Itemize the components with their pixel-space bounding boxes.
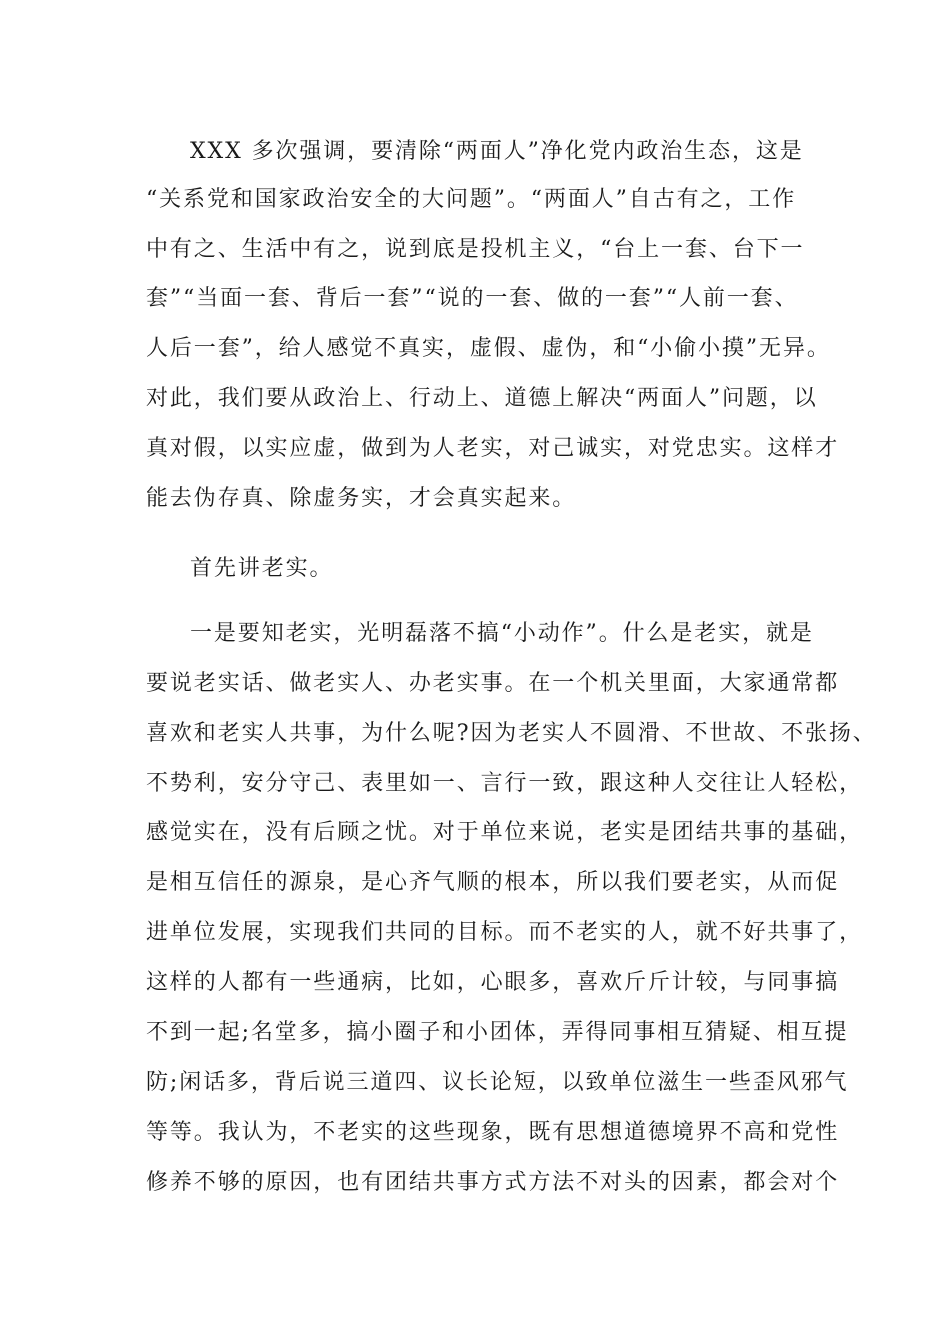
paragraph-3-line-9: 不到一起;名堂多，搞小圈子和小团体，弄得同事相互猜疑、相互提 <box>146 1020 849 1045</box>
paragraph-3-line-12: 修养不够的原因，也有团结共事方式方法不对头的因素，都会对个 <box>146 1170 840 1195</box>
paragraph-1-line-5: 人后一套”，给人感觉不真实，虚假、虚伪，和“小偷小摸”无异。 <box>146 336 831 361</box>
paragraph-3-line-10: 防;闲话多，背后说三道四、议长论短，以致单位滋生一些歪风邪气 <box>146 1070 849 1095</box>
paragraph-3-line-7: 进单位发展，实现我们共同的目标。而不老实的人，就不好共事了， <box>146 920 864 945</box>
paragraph-3-line-4: 不势利，安分守己、表里如一、言行一致，跟这种人交往让人轻松， <box>146 771 864 796</box>
paragraph-3-line-3: 喜欢和老实人共事，为什么呢?因为老实人不圆滑、不世故、不张扬、 <box>146 721 877 746</box>
paragraph-1-line-7: 真对假，以实应虚，做到为人老实，对己诚实，对党忠实。这样才 <box>146 436 840 461</box>
paragraph-3-line-11: 等等。我认为，不老实的这些现象，既有思想道德境界不高和党性 <box>146 1120 840 1145</box>
paragraph-2-line-1: 首先讲老实。 <box>190 556 334 581</box>
paragraph-3-line-6: 是相互信任的源泉，是心齐气顺的根本，所以我们要老实，从而促 <box>146 870 840 895</box>
paragraph-1-line-3: 中有之、生活中有之，说到底是投机主义，“台上一套、台下一 <box>146 237 805 262</box>
paragraph-3-line-8: 这样的人都有一些通病，比如，心眼多，喜欢斤斤计较，与同事搞 <box>146 970 840 995</box>
paragraph-1-line-2: “关系党和国家政治安全的大问题”。“两面人”自古有之，工作 <box>146 187 797 212</box>
paragraph-1-line-1: XXX 多次强调，要清除“两面人”净化党内政治生态，这是 <box>190 139 804 164</box>
paragraph-3-line-5: 感觉实在，没有后顾之忧。对于单位来说，老实是团结共事的基础， <box>146 820 864 845</box>
paragraph-1-line-8: 能去伪存真、除虚务实，才会真实起来。 <box>146 486 577 511</box>
paragraph-3-line-1: 一是要知老实，光明磊落不搞“小动作”。什么是老实，就是 <box>190 621 814 646</box>
paragraph-1-line-6: 对此，我们要从政治上、行动上、道德上解决“两面人”问题，以 <box>146 386 818 411</box>
paragraph-3-line-2: 要说老实话、做老实人、办老实事。在一个机关里面，大家通常都 <box>146 671 840 696</box>
paragraph-1-line-4: 套”“当面一套、背后一套”“说的一套、做的一套”“人前一套、 <box>146 286 799 311</box>
